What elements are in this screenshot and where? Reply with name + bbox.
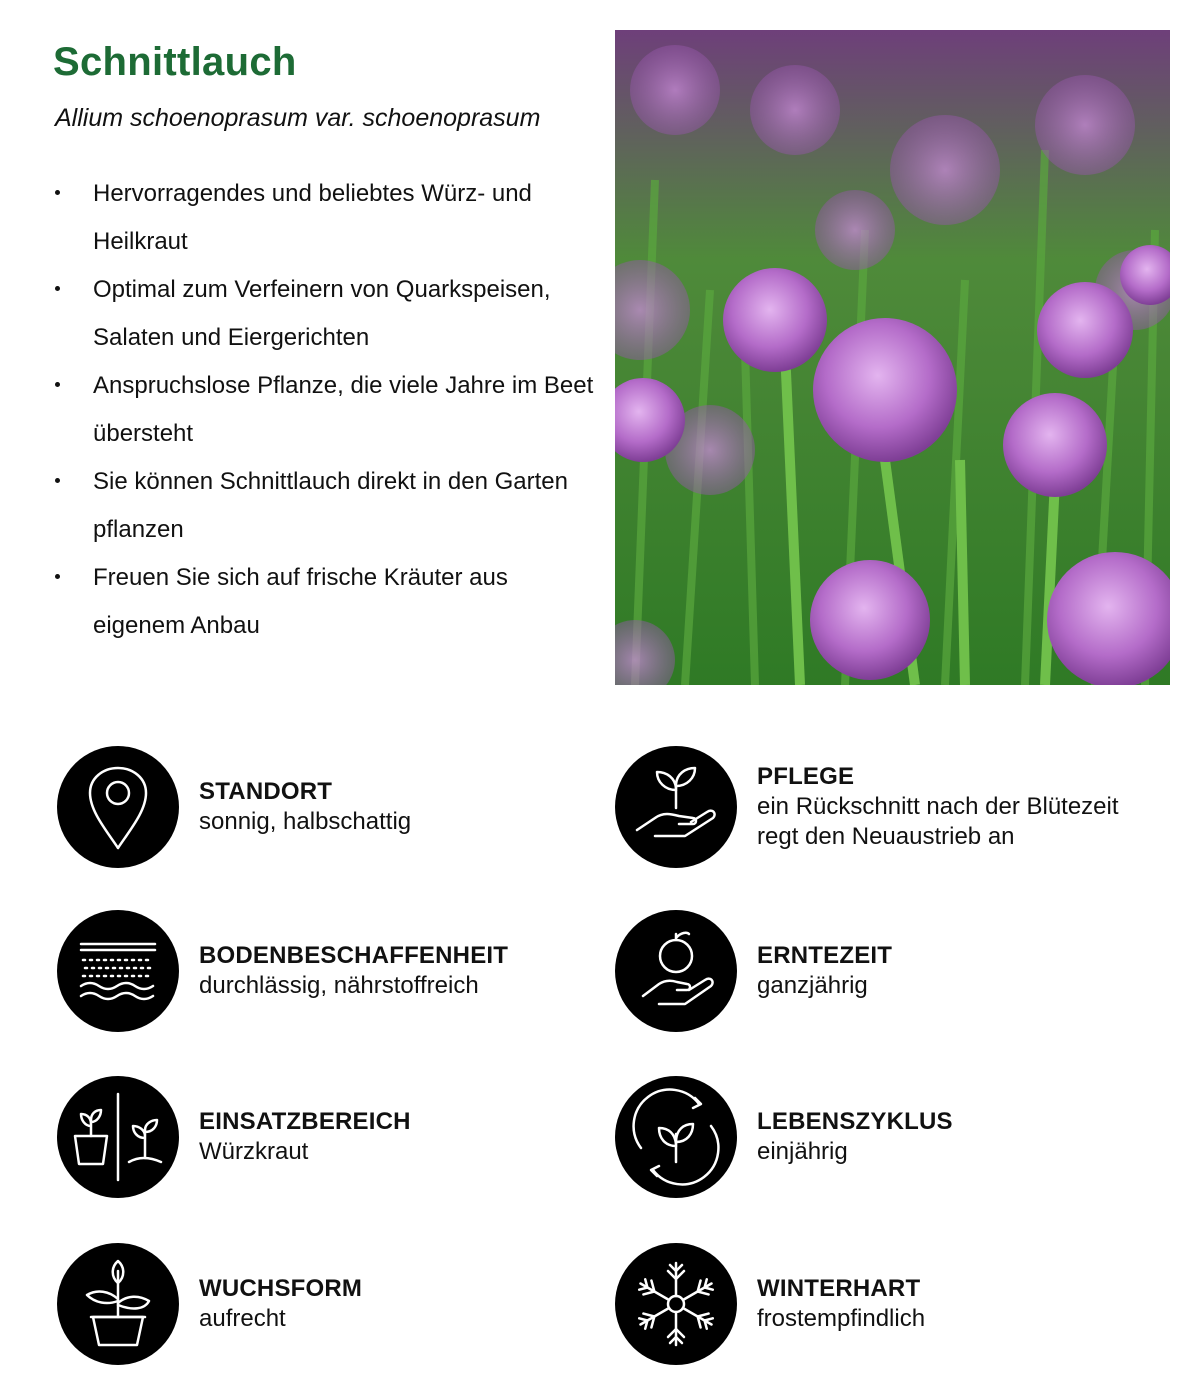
bullet-item — [55, 362, 600, 458]
feature-value: einjährig — [757, 1138, 848, 1165]
snowflake-icon — [615, 1243, 737, 1365]
feature-label: BODENBESCHAFFENHEIT — [199, 942, 509, 969]
feature-label: WINTERHART — [757, 1275, 921, 1302]
pot-and-ground-icon — [57, 1076, 179, 1198]
feature-bullet-list — [55, 170, 600, 650]
feature-value: sonnig, halbschattig — [199, 808, 412, 835]
feature-label: ERNTEZEIT — [757, 942, 893, 969]
bullet-text: Anspruchslose Pflanze, die viele Jahre im Beet übersteht — [93, 372, 594, 447]
feature-value: frostempfindlich — [757, 1305, 926, 1332]
bullet-text: Sie können Schnittlauch direkt in den Garten pflanzen — [93, 468, 568, 543]
feature-standort — [57, 746, 617, 870]
feature-leben — [615, 1076, 1175, 1200]
bullet-dot-icon — [55, 190, 60, 195]
feature-ernte — [615, 910, 1175, 1034]
bullet-item — [55, 266, 600, 362]
lifecycle-icon — [615, 1076, 737, 1198]
soil-layers-icon — [57, 910, 179, 1032]
bullet-dot-icon — [55, 382, 60, 387]
page-title: Schnittlauch — [53, 40, 297, 84]
potted-plant-icon — [57, 1243, 179, 1365]
feature-pflege — [615, 746, 1175, 870]
location-pin-icon — [57, 746, 179, 868]
bullet-dot-icon — [55, 478, 60, 483]
feature-wuchs — [57, 1243, 617, 1367]
feature-value: ganzjährig — [757, 972, 868, 999]
feature-value: Würzkraut — [199, 1138, 309, 1165]
bullet-item — [55, 170, 600, 266]
feature-winter — [615, 1243, 1175, 1367]
feature-label: PFLEGE — [757, 763, 855, 790]
feature-label: WUCHSFORM — [199, 1275, 363, 1302]
feature-label: LEBENSZYKLUS — [757, 1108, 953, 1135]
seedling-hand-icon — [615, 746, 737, 868]
bullet-text: Freuen Sie sich auf frische Kräuter aus eigenem Anbau — [93, 564, 508, 639]
chives-blossom-photo — [615, 30, 1170, 685]
feature-value: ein Rückschnitt nach der Blütezeit regt den Neuaustrieb an — [757, 793, 1119, 850]
feature-value: aufrecht — [199, 1305, 286, 1332]
feature-boden — [57, 910, 617, 1034]
feature-label: STANDORT — [199, 778, 333, 805]
bullet-dot-icon — [55, 574, 60, 579]
feature-value: durchlässig, nährstoffreich — [199, 972, 479, 999]
fruit-hand-icon — [615, 910, 737, 1032]
feature-einsatz — [57, 1076, 617, 1200]
bullet-item — [55, 458, 600, 554]
bullet-text: Hervorragendes und beliebtes Würz- und Heilkraut — [93, 180, 532, 255]
botanical-name: Allium schoenoprasum var. schoenoprasum — [55, 104, 541, 132]
feature-label: EINSATZBEREICH — [199, 1108, 411, 1135]
bullet-dot-icon — [55, 286, 60, 291]
bullet-text: Optimal zum Verfeinern von Quarkspeisen, Salaten und Eiergerichten — [93, 276, 551, 351]
bullet-item — [55, 554, 600, 650]
